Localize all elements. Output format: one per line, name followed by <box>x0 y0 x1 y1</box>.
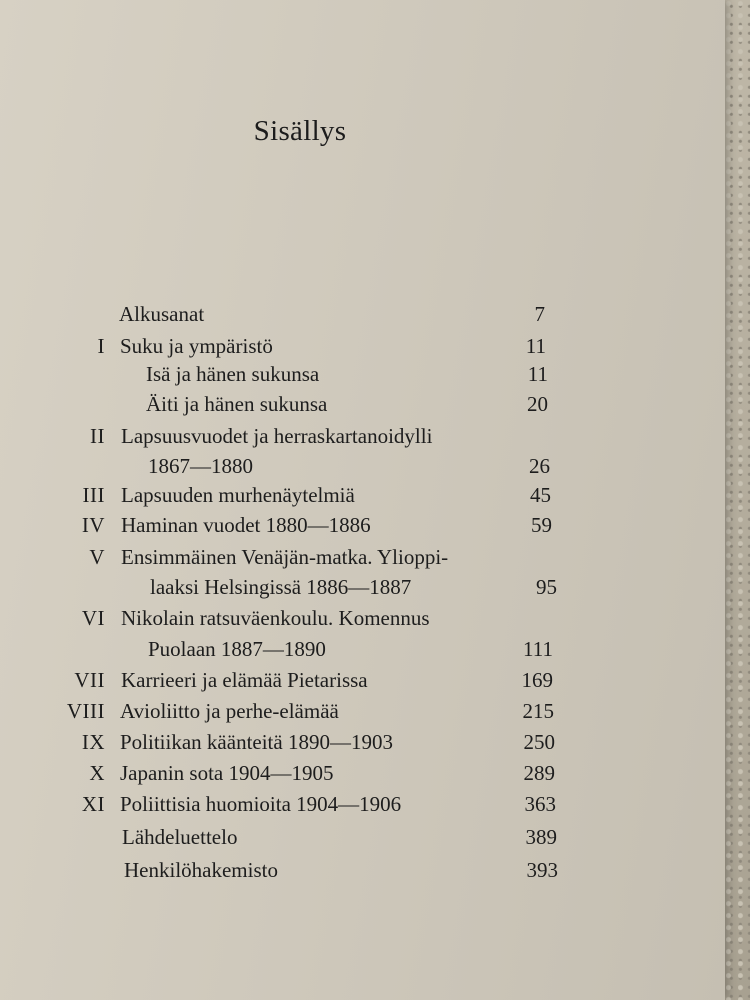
page-title: Sisällys <box>253 115 347 147</box>
chapter-title: Poliittisia huomioita 1904—1906 <box>120 792 402 816</box>
toc-entry <box>0 699 725 733</box>
chapter-numeral: XI <box>81 792 105 816</box>
chapter-title: Avioliitto ja perhe-elämää <box>120 699 339 723</box>
toc-entry <box>0 792 725 826</box>
toc-entry <box>0 392 725 426</box>
chapter-title: Alkusanat <box>119 302 205 326</box>
page-number: 20 <box>527 392 548 416</box>
chapter-title: Lähdeluettelo <box>122 825 238 849</box>
page-number: 11 <box>525 334 546 358</box>
chapter-numeral: V <box>89 545 105 569</box>
chapter-title: Karrieeri ja elämää Pietarissa <box>121 668 368 692</box>
chapter-numeral: III <box>82 483 105 507</box>
page-number: 289 <box>523 761 555 785</box>
chapter-title: Lapsuuden murhenäytelmiä <box>121 483 355 507</box>
toc-entry <box>0 637 725 671</box>
toc-entry <box>0 730 725 764</box>
page-number: 363 <box>524 792 556 816</box>
chapter-numeral: VI <box>81 606 105 630</box>
chapter-numeral: IV <box>81 513 105 537</box>
chapter-title: Lapsuusvuodet ja herraskartanoidylli <box>121 424 433 448</box>
chapter-title-continuation: Puolaan 1887—1890 <box>148 637 326 661</box>
chapter-numeral: X <box>89 761 105 785</box>
toc-entry <box>0 545 725 579</box>
chapter-title-continuation: laaksi Helsingissä 1886—1887 <box>150 575 412 599</box>
chapter-subtitle: Isä ja hänen sukunsa <box>146 362 320 386</box>
chapter-title: Politiikan käänteitä 1890—1903 <box>120 730 393 754</box>
page-number: 11 <box>527 362 548 386</box>
page-number: 215 <box>522 699 554 723</box>
chapter-numeral: VIII <box>66 699 105 723</box>
page-number: 393 <box>526 858 558 882</box>
chapter-subtitle: Äiti ja hänen sukunsa <box>146 392 328 416</box>
chapter-title: Ensimmäinen Venäjän-matka. Ylioppi- <box>121 545 449 569</box>
toc-entry <box>0 668 725 702</box>
page-number: 95 <box>536 575 557 599</box>
page-number: 250 <box>523 730 555 754</box>
chapter-title: Haminan vuodet 1880—1886 <box>121 513 371 537</box>
page-number: 7 <box>534 302 545 326</box>
chapter-title: Japanin sota 1904—1905 <box>120 761 334 785</box>
page-number: 169 <box>521 668 553 692</box>
chapter-numeral: VII <box>74 668 105 692</box>
toc-entry <box>0 362 725 396</box>
page-number: 26 <box>529 454 550 478</box>
chapter-numeral: IX <box>81 730 105 754</box>
chapter-title-continuation: 1867—1880 <box>148 454 253 478</box>
page-number: 45 <box>530 483 551 507</box>
chapter-numeral: II <box>90 424 105 448</box>
chapter-numeral: I <box>97 334 105 358</box>
toc-entry <box>0 761 725 795</box>
toc-entry <box>0 483 725 517</box>
toc-entry <box>0 302 725 336</box>
toc-entry <box>0 513 725 547</box>
page-number: 59 <box>531 513 552 537</box>
chapter-title: Henkilöhakemisto <box>124 858 278 882</box>
toc-entry <box>0 606 725 640</box>
toc-entry <box>0 825 725 859</box>
toc-entry <box>0 424 725 458</box>
toc-entry <box>0 575 725 609</box>
toc-entry <box>0 858 725 892</box>
page-number: 111 <box>523 637 553 661</box>
chapter-title: Nikolain ratsuväenkoulu. Komennus <box>121 606 430 630</box>
page-number: 389 <box>525 825 557 849</box>
chapter-title: Suku ja ympäristö <box>120 334 273 358</box>
